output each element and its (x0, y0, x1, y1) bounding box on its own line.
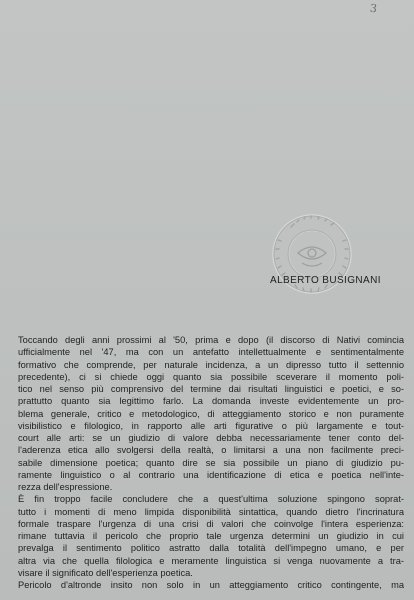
text-line: rimane tuttavia il pericolo che proprio tale urgenza determini un giudizio in cui (18, 531, 404, 541)
text-line: precedente), ci si chiede oggi quanto sia possibile sceverare il momento poli- (18, 371, 404, 382)
body-text (18, 334, 404, 596)
text-line: È fin troppo facile concludere che a quest'ultima soluzione spingono soprat- (18, 494, 404, 505)
text-line: formale traspare l'urgenza di una crisi di valori che coinvolge l'intera esperienza: (18, 518, 404, 529)
text-line: court alle arti: se un giudizio di valore debba necessariamente tener conto del- (18, 433, 404, 443)
text-line: Pericolo d'altronde insito non solo in un atteggiamento critico contingente, ma (18, 580, 404, 590)
text-line: ufficialmente nel '47, ma con un antefatto intellettualmente e sentimentalmente (18, 347, 404, 358)
text-line: prattutto quanto sia legittimo farlo. La domanda investe evidentemente un pro- (18, 396, 404, 407)
author-name: ALBERTO BUSIGNANI (270, 275, 381, 286)
text-line: ramente linguistico o al contrario una identificazione di etica e poetica nell'inte- (18, 469, 404, 480)
text-line: altra via che quella filologica e meramente linguistica si venga nuovamente a tra- (18, 555, 404, 566)
text-line: tutto i momenti di meno limpida disponibilità sintattica, quando dietro l'incrinatura (18, 506, 404, 517)
text-line: sabile dimensione poetica; quanto dire se sia possibile un piano di giudizio pu- (18, 457, 404, 468)
text-line: prevalga il sentimento politico astratto dalla totalità dell'impegno umano, e per (18, 543, 404, 554)
text-line: visare il significato dell'esperienza poetica. (18, 567, 193, 578)
text-line: formativo che comprende, per naturale incidenza, a un dipresso tutto il settennio (18, 359, 404, 370)
text-line: l'aderenza etica allo svolgersi della realtà, o limitarsi a una non facilmente preci- (18, 445, 404, 456)
text-line: Toccando degli anni prossimi al '50, prima e dopo (il discorso di Nativi comincia (18, 335, 404, 345)
text-line: rezza dell'espressione. (18, 482, 113, 492)
text-line: visibilistico e filologico, in rapporto alle arti figurative o più largamente e tout- (18, 420, 404, 431)
text-line: blema generale, critico e metodologico, di atteggiamento storico e non puramente (18, 408, 404, 419)
text-line: tico nel senso più comprensivo del termine dai risultati linguistici e poetici, e so- (18, 384, 404, 394)
page-corner-mark: 3 (369, 1, 378, 16)
